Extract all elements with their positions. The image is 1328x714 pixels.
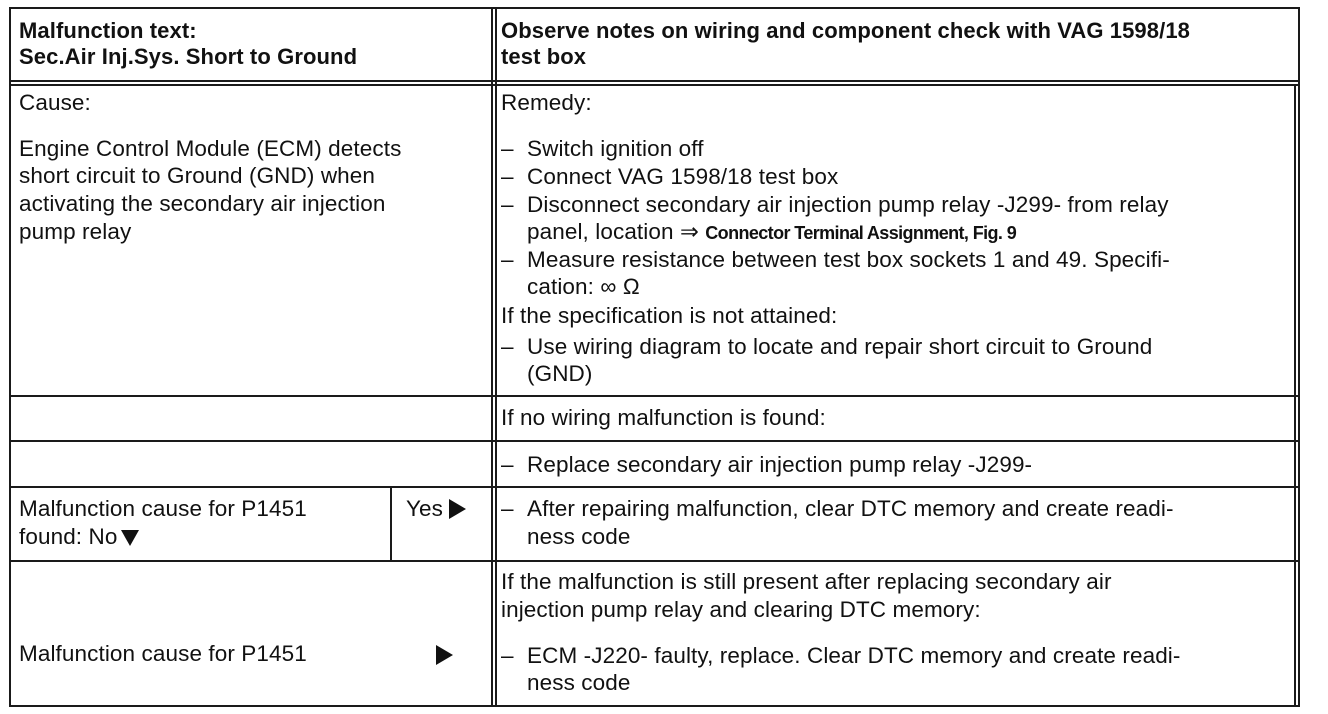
row-divider-4 xyxy=(9,560,1300,562)
arrow-down-icon xyxy=(121,530,139,546)
row-divider-2 xyxy=(9,440,1300,442)
found-left-line2 xyxy=(19,523,139,551)
header-divider-2 xyxy=(9,84,1300,86)
column-divider xyxy=(491,7,493,707)
final-condition-line1: If the malfunction is still present after replacing secondary air xyxy=(501,569,1112,594)
header-divider xyxy=(9,80,1300,82)
list-dash: – xyxy=(501,643,514,668)
found-row-divider xyxy=(390,486,392,560)
final-left-text: Malfunction cause for P1451 xyxy=(19,641,307,666)
remedy-step-4-cont: cation: ∞ Ω xyxy=(527,274,640,299)
remedy-step-1: Switch ignition off xyxy=(527,136,704,161)
header-left-line2: Sec.Air Inj.Sys. Short to Ground xyxy=(19,44,358,69)
found-action-line2: ness code xyxy=(527,524,631,549)
yes-branch xyxy=(406,495,466,523)
list-dash: – xyxy=(501,247,514,272)
cause-line: pump relay xyxy=(19,219,132,244)
remedy-step-4: Measure resistance between test box sockets 1 and 49. Specifi- xyxy=(527,247,1170,272)
remedy-step-5-cont: (GND) xyxy=(527,361,593,386)
remedy-step-3: Disconnect secondary air injection pump relay -J299- from relay xyxy=(527,192,1169,217)
header-left-line1: Malfunction text: xyxy=(19,18,197,43)
arrow-right-icon xyxy=(436,645,453,665)
row-divider-3 xyxy=(9,486,1300,488)
cause-line: short circuit to Ground (GND) when xyxy=(19,163,376,188)
list-dash: – xyxy=(501,452,514,477)
yes-label: Yes xyxy=(406,496,444,521)
found-left-line1: Malfunction cause for P1451 xyxy=(19,496,307,521)
list-dash: – xyxy=(501,164,514,189)
remedy-title: Remedy: xyxy=(501,90,592,115)
no-wiring-text: If no wiring malfunction is found: xyxy=(501,405,826,430)
list-dash: – xyxy=(501,192,514,217)
header-right-line2: test box xyxy=(501,44,587,69)
list-dash: – xyxy=(501,334,514,359)
replace-relay-text: Replace secondary air injection pump relay -J299- xyxy=(527,452,1033,477)
column-divider-2 xyxy=(495,7,497,707)
final-action-line2: ness code xyxy=(527,670,631,695)
final-condition-line2: injection pump relay and clearing DTC memory: xyxy=(501,597,981,622)
remedy-step-3-location: panel, location ⇒ xyxy=(527,219,699,244)
remedy-condition: If the specification is not attained: xyxy=(501,303,838,328)
cause-title: Cause: xyxy=(19,90,91,115)
found-action-line1: After repairing malfunction, clear DTC memory and create readi- xyxy=(527,496,1174,521)
header-right-line1: Observe notes on wiring and component check with VAG 1598/18 xyxy=(501,18,1190,43)
found-no-label: found: No xyxy=(19,524,118,549)
list-dash: – xyxy=(501,136,514,161)
remedy-step-5: Use wiring diagram to locate and repair short circuit to Ground xyxy=(527,334,1153,359)
row-divider-1 xyxy=(9,395,1300,397)
list-dash: – xyxy=(501,496,514,521)
remedy-step-3-cont xyxy=(527,218,1016,247)
arrow-right-icon xyxy=(449,499,466,519)
cause-line: activating the secondary air injection xyxy=(19,191,386,216)
final-action-line1: ECM -J220- faulty, replace. Clear DTC memory and create readi- xyxy=(527,643,1181,668)
remedy-step-2: Connect VAG 1598/18 test box xyxy=(527,164,839,189)
cause-line: Engine Control Module (ECM) detects xyxy=(19,136,402,161)
connector-terminal-link[interactable]: Connector Terminal Assignment, Fig. 9 xyxy=(705,223,1017,243)
